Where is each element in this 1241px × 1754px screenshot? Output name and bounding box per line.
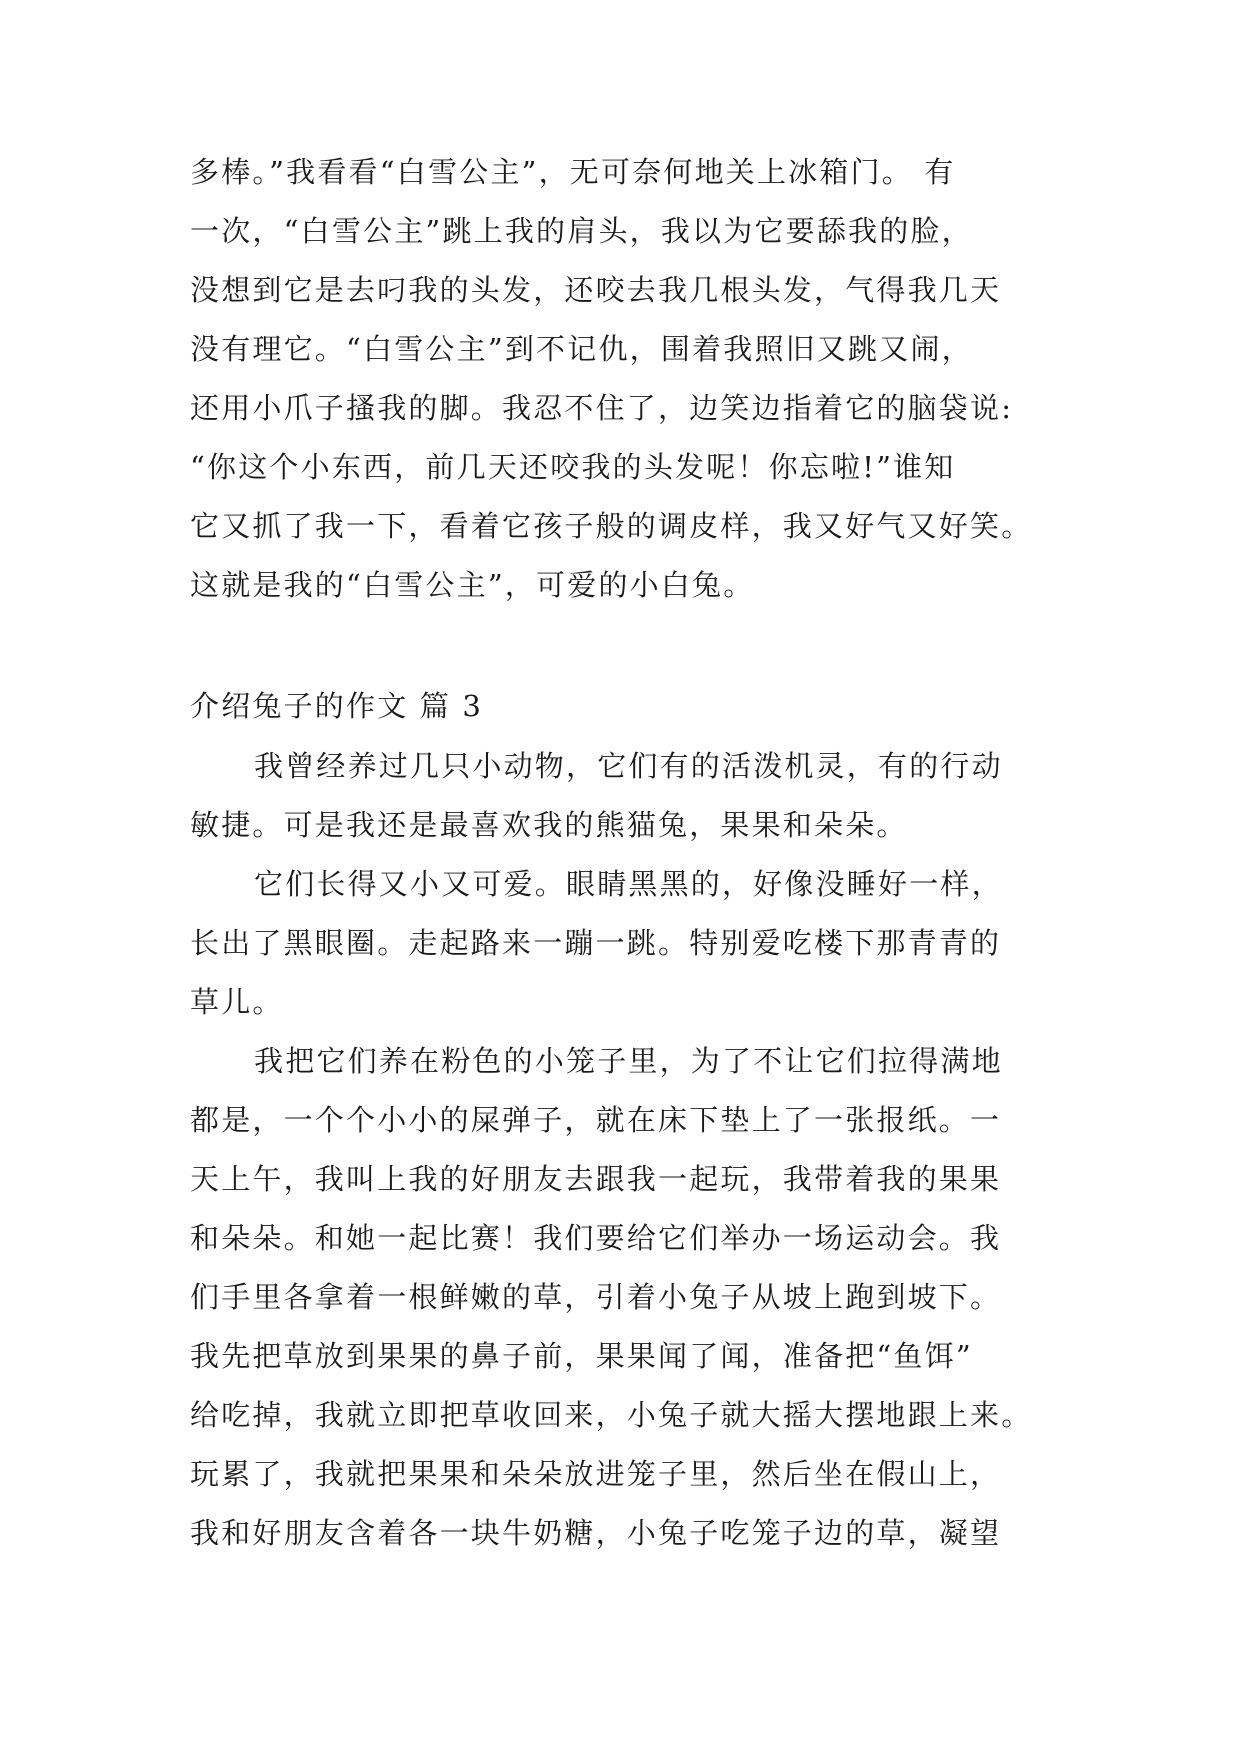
text-line: 我和好朋友含着各一块牛奶糖，小兔子吃笼子边的草，凝望 — [190, 1516, 1002, 1550]
text-line: 没有理它。“白雪公主”到不记仇，围着我照旧又跳又闹， — [190, 332, 973, 366]
text-line: 它们长得又小又可爱。眼睛黑黑的，好像没睡好一样， — [254, 867, 1003, 901]
text-line: 我曾经养过几只小动物，它们有的活泼机灵，有的行动 — [254, 749, 1003, 783]
text-line: 敏捷。可是我还是最喜欢我的熊猫兔，果果和朵朵。 — [190, 808, 908, 842]
text-line: 长出了黑眼圈。走起路来一蹦一跳。特别爱吃楼下那青青的 — [190, 926, 1002, 960]
text-line: 玩累了，我就把果果和朵朵放进笼子里，然后坐在假山上， — [190, 1457, 1002, 1491]
text-line: 一次，“白雪公主”跳上我的肩头，我以为它要舔我的脸， — [190, 214, 973, 248]
text-line: 们手里各拿着一根鲜嫩的草，引着小兔子从坡上跑到坡下。 — [190, 1280, 1002, 1314]
text-line: 这就是我的“白雪公主”，可爱的小白兔。 — [190, 568, 755, 602]
text-line: 没想到它是去叼我的头发，还咬去我几根头发，气得我几天 — [190, 273, 1002, 307]
text-line: 都是，一个个小小的屎弹子，就在床下垫上了一张报纸。一 — [190, 1103, 1002, 1137]
text-line: 给吃掉，我就立即把草收回来，小兔子就大摇大摆地跟上来。 — [190, 1398, 1033, 1432]
text-line: 多棒。”我看看“白雪公主”，无可奈何地关上冰箱门。 有 — [190, 155, 956, 189]
text-line: 草儿。 — [190, 985, 284, 1019]
text-line: 它又抓了我一下，看着它孩子般的调皮样，我又好气又好笑。 — [190, 509, 1033, 543]
text-line: 天上午，我叫上我的好朋友去跟我一起玩，我带着我的果果 — [190, 1162, 1002, 1196]
section-heading: 介绍兔子的作文 篇 3 — [190, 689, 484, 723]
text-line: 和朵朵。和她一起比赛！我们要给它们举办一场运动会。我 — [190, 1221, 1002, 1255]
text-line: 我把它们养在粉色的小笼子里，为了不让它们拉得满地 — [254, 1044, 1003, 1078]
text-line: 还用小爪子搔我的脚。我忍不住了，边笑边指着它的脑袋说: — [190, 391, 1014, 425]
text-line: 我先把草放到果果的鼻子前，果果闻了闻，准备把“鱼饵” — [190, 1339, 973, 1373]
text-line: “你这个小东西，前几天还咬我的头发呢！你忘啦!”谁知 — [190, 450, 956, 484]
